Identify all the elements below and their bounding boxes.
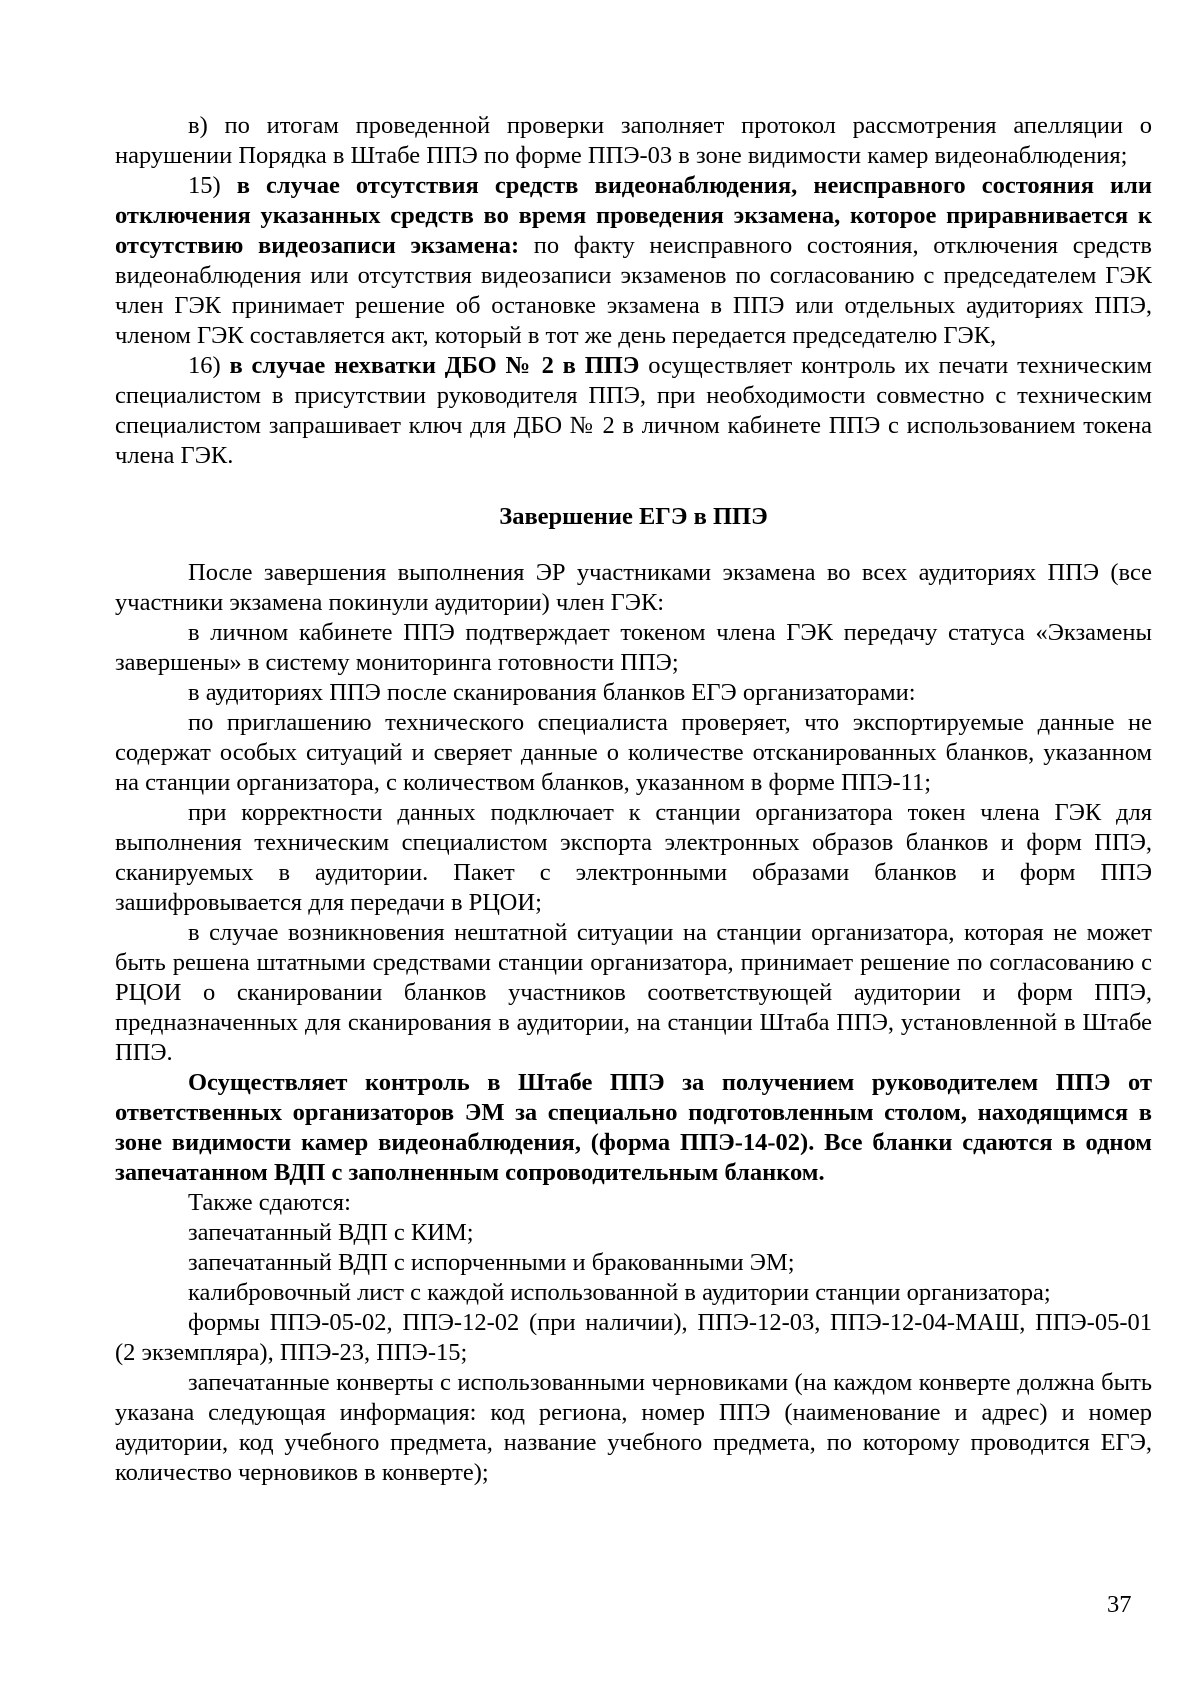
text-run: в аудиториях ППЭ после сканирования бланков ЕГЭ организаторами:	[188, 679, 916, 706]
text-run: осуществляет контроль их печати техническим специалистом в присутствии руководителя ППЭ, при необходимости совместно с техническим специалистом запрашивает ключ для ДБО № 2 в личном кабинете ППЭ с использованием токена члена ГЭК.	[115, 352, 1153, 469]
text-run: по факту неисправного состояния, отключения средств видеонаблюдения или отсутствия видеозаписи экзаменов по согласованию с председателем ГЭК член ГЭК принимает решение об остановке экзамена в ППЭ или отдельных аудиториях ППЭ, членом ГЭК составляется акт, который в тот же день передается председателю ГЭК,	[115, 232, 1152, 349]
paragraph-p-envelopes	[115, 1368, 1152, 1488]
text-run: в) по итогам проведенной проверки заполняет протокол рассмотрения апелляции о нарушении Порядка в Штабе ППЭ по форме ППЭ-03 в зоне видимости камер видеонаблюдения;	[115, 112, 1152, 169]
paragraph-p-forms	[115, 1308, 1152, 1368]
text-run: по приглашению технического специалиста проверяет, что экспортируемые данные не содержат особых ситуаций и сверяет данные о количестве отсканированных бланков, указанном на станции организатора, с количеством бланков, указанном в форме ППЭ-11;	[115, 709, 1152, 796]
paragraph-p-spoiled	[115, 1248, 1152, 1278]
section-heading: Завершение ЕГЭ в ППЭ	[499, 503, 768, 530]
text-run: в личном кабинете ППЭ подтверждает токеном члена ГЭК передачу статуса «Экзамены завершены» в систему мониторинга готовности ППЭ;	[115, 619, 1152, 676]
paragraph-p-after	[115, 558, 1152, 618]
page-content	[115, 111, 1152, 1488]
bold-text-run: Осуществляет контроль в Штабе ППЭ за получением руководителем ППЭ от ответственных организаторов ЭМ за специально подготовленным столом, находящимся в зоне видимости камер видеонаблюдения, (форма ППЭ-14-02). Все бланки сдаются в одном запечатанном ВДП с заполненным сопроводительным бланком.	[115, 1069, 1152, 1186]
paragraph-p-also	[115, 1188, 1152, 1218]
text-run: 16)	[188, 352, 230, 379]
paragraph-p-calib	[115, 1278, 1152, 1308]
paragraph-p-16	[115, 351, 1152, 471]
paragraph-p-control	[115, 1068, 1152, 1188]
text-run: запечатанный ВДП с испорченными и бракованными ЭМ;	[188, 1249, 795, 1276]
text-run: 15)	[188, 172, 237, 199]
paragraph-p-v	[115, 111, 1152, 171]
text-run: в случае возникновения нештатной ситуации на станции организатора, которая не может быть решена штатными средствами станции организатора, принимает решение по согласованию с РЦОИ о сканировании бланков участников соответствующей аудитории и форм ППЭ, предназначенных для сканирования в аудитории, на станции Штаба ППЭ, установленной в Штабе ППЭ.	[115, 919, 1152, 1066]
text-run: запечатанные конверты с использованными черновиками (на каждом конверте должна быть указана следующая информация: код региона, номер ППЭ (наименование и адрес) и номер аудитории, код учебного предмета, название учебного предмета, по которому проводится ЕГЭ, количество черновиков в конверте);	[115, 1369, 1152, 1486]
text-run: при корректности данных подключает к станции организатора токен члена ГЭК для выполнения техническим специалистом экспорта электронных образов бланков и форм ППЭ, сканируемых в аудитории. Пакет с электронными образами бланков и форм ППЭ зашифровывается для передачи в РЦОИ;	[115, 799, 1152, 916]
paragraph-p-15	[115, 171, 1152, 351]
paragraph-p-lk	[115, 618, 1152, 678]
bold-text-run: в случае отсутствия средств видеонаблюдения, неисправного состояния или отключения указанных средств во время проведения экзамена, которое приравнивается к отсутствию видеозаписи экзамена:	[115, 172, 1152, 259]
paragraph-p-abnormal	[115, 918, 1152, 1068]
paragraph-p-aud	[115, 678, 1152, 708]
text-run: Также сдаются:	[188, 1189, 351, 1216]
text-run: После завершения выполнения ЭР участниками экзамена во всех аудиториях ППЭ (все участники экзамена покинули аудитории) член ГЭК:	[115, 559, 1152, 616]
paragraph-p-invite	[115, 708, 1152, 798]
text-run: формы ППЭ-05-02, ППЭ-12-02 (при наличии), ППЭ-12-03, ППЭ-12-04-МАШ, ППЭ-05-01 (2 экземпляра), ППЭ-23, ППЭ-15;	[115, 1309, 1152, 1366]
paragraph-p-kim	[115, 1218, 1152, 1248]
text-run: калибровочный лист с каждой использованной в аудитории станции организатора;	[188, 1279, 1051, 1306]
paragraph-p-correct	[115, 798, 1152, 918]
page-number: 37	[1107, 1591, 1132, 1618]
text-run: запечатанный ВДП с КИМ;	[188, 1219, 474, 1246]
body-text-bottom	[115, 558, 1152, 1488]
body-text-top	[115, 111, 1152, 471]
bold-text-run: в случае нехватки ДБО № 2 в ППЭ	[229, 352, 640, 379]
